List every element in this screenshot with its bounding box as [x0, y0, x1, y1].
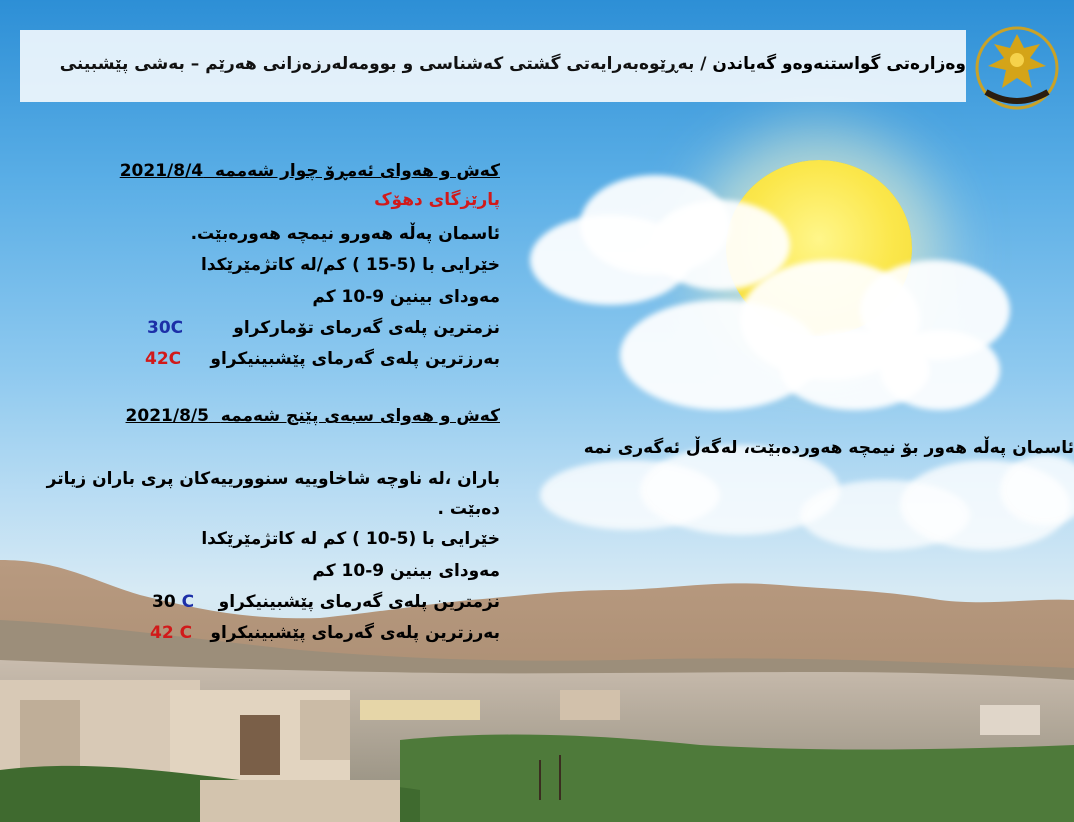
today-region: پارێزگای دهۆک: [374, 190, 500, 210]
tomorrow-min-unit: C: [181, 592, 195, 612]
tomorrow-wind: خێرایی با (5-10 ) کم لە کاتژمێرێکدا: [201, 529, 500, 549]
today-min-value: 30C: [147, 318, 184, 338]
tomorrow-title: [126, 405, 500, 427]
header-separator: /: [700, 54, 707, 74]
tomorrow-sky-line-2: باران ،لە ناوچە شاخاوییە سنوورییەکان پری باران زیاتر: [46, 469, 500, 489]
department-name: بەڕێوەبەرایەتی گشتی کەشناسی و بوومەلەرزەزانی هەرێم – بەشی پێشبینی: [59, 54, 695, 74]
today-max-value: 42C: [145, 349, 182, 369]
today-wind: خێرایی با (5-15 ) کم/لە کاتژمێرێکدا: [201, 255, 500, 275]
tomorrow-max-label: بەرزترین پلەی گەرمای پێشبینیکراو: [210, 623, 500, 643]
today-title: [120, 160, 500, 182]
tomorrow-title-text: کەش و هەوای سبەی پێنج شەممە: [220, 406, 500, 426]
today-title-text: کەش و هەوای ئەمڕۆ چوار شەممە: [214, 161, 500, 181]
tomorrow-sky-line-1: ئاسمان پەڵە هەور بۆ نیمچە هەوردەبێت، لەگەڵ ئەگەری نمە: [583, 438, 1074, 458]
ministry-name: وەزارەتی گواستنەوەو گەیاندن: [712, 54, 966, 74]
tomorrow-min-value: [152, 591, 194, 613]
today-visibility: مەودای بینین 9-10 کم: [312, 287, 500, 307]
tomorrow-date: 2021/8/5: [125, 406, 209, 426]
tomorrow-visibility: مەودای بینین 9-10 کم: [312, 561, 500, 581]
today-min-label: نزمترین پلەی گەرمای تۆمارکراو: [233, 318, 500, 338]
kurdistan-eagle-emblem-icon: [968, 22, 1066, 114]
tomorrow-sky-line-3: دەبێت .: [437, 499, 500, 519]
tomorrow-min-label: نزمترین پلەی گەرمای پێشبینیکراو: [218, 592, 500, 612]
tomorrow-min-number: 30: [152, 592, 176, 612]
page-title: [24, 54, 966, 74]
tomorrow-max-value: 42 C: [150, 623, 193, 643]
today-date: 2021/8/4: [119, 161, 204, 181]
today-sky: ئاسمان پەڵە هەورو نیمچە هەورەبێت.: [190, 224, 500, 244]
today-max-label: بەرزترین پلەی گەرمای پێشبینیکراو: [210, 349, 500, 369]
